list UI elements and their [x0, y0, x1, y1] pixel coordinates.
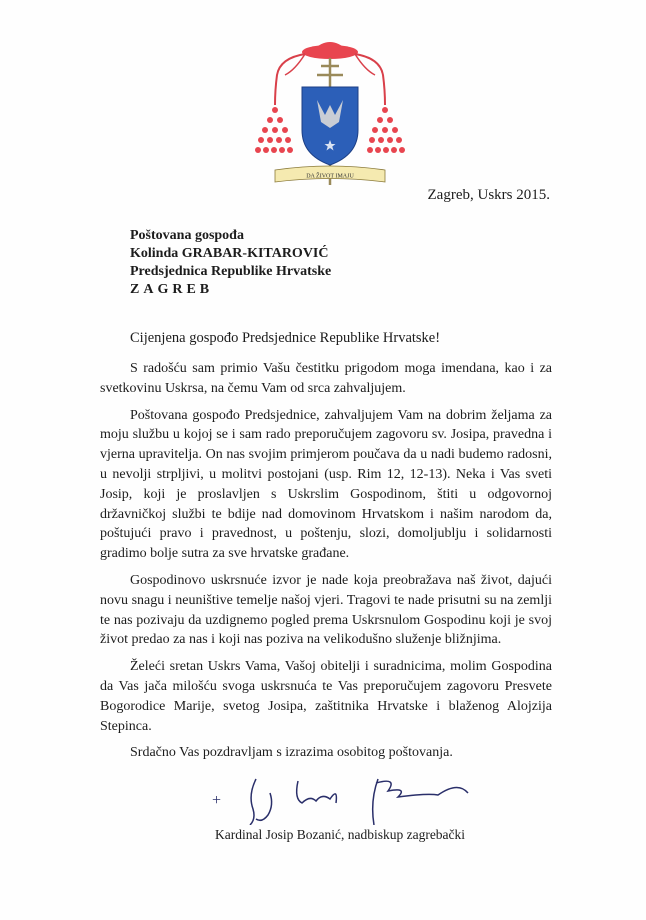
coat-of-arms-icon [255, 30, 405, 190]
paragraph-1: S radošću sam primio Vašu čestitku prigodom moga imendana, kao i za svetkovinu Uskrsa, na čemu Vam od srca zahvaljujem. [100, 361, 552, 396]
signature-block [198, 775, 508, 845]
recipient-name: Kolinda GRABAR-KITAROVIĆ [130, 246, 329, 261]
paragraph-2: Poštovana gospođo Predsjednice, zahvaljujem Vam na dobrim željama za moju službu u kojoj se i sam rado preporučujem zagovoru sv. Josipa, pravedna i vjerna upravitelja. On nas svojim primjerom poučava da u nadi budemo radosni, u nevolji strpljivi, u molitvi postojani (usp. Rim 12, 12-13). Neka i Vas sveti Josip, koji je proslavljen s Uskrslim Gospodinom, štiti u odgovornoj državničkoj službi te bdije nad domovinom Hrvatskom i našim narodom da, poštujući pravo i pravednost, u poštenju, slozi, domoljublju i solidarnosti gradimo bolje sutra za sve hrvatske građane. [100, 407, 552, 562]
recipient-address [130, 227, 646, 299]
letter-body [100, 359, 552, 763]
recipient-line-1: Poštovana gospođa [130, 228, 244, 243]
salutation: Cijenjena gospođo Predsjednice Republike Hrvatske! [130, 330, 441, 346]
handwritten-signature [198, 775, 498, 825]
crest-container [255, 30, 405, 190]
recipient-city: ZAGREB [130, 282, 214, 297]
signature-cross: + [212, 792, 222, 810]
place-date: Zagreb, Uskrs 2015. [427, 187, 550, 203]
galero-crown [313, 42, 347, 50]
closing-line: Srdačno Vas pozdravljam s izrazima osobitog poštovanja. [130, 745, 453, 761]
signatory-name: Kardinal Josip Bozanić, nadbiskup zagrebački [215, 827, 466, 843]
recipient-title: Predsjednica Republike Hrvatske [130, 264, 332, 279]
tassels-right [367, 107, 405, 153]
motto-text: DA ŽIVOT IMAJU [306, 173, 354, 180]
paragraph-3: Gospodinovo uskrsnuće izvor je nade koja preobražava naš život, dajući novu snagu i neuništive temelje našoj vjeri. Tragovi te nade prisutni su na zemlji te nas pozivaju da uzdignemo pogled prema Uskrsnulom Gospodinu koji je svoj život predao za nas i koji nas poziva na velikodušno služenje bližnjima. [100, 572, 552, 648]
paragraph-4: Želeći sretan Uskrs Vama, Vašoj obitelji i suradnicima, molim Gospodina da Vas jača milošću svoga uskrsnuća te Vas preporučujem zagovoru Presvete Bogorodice Marije, svetog Josipa, zaštitnika Hrvatske i blaženog Alojzija Stepinca. [100, 659, 552, 734]
tassels-left [255, 107, 293, 153]
